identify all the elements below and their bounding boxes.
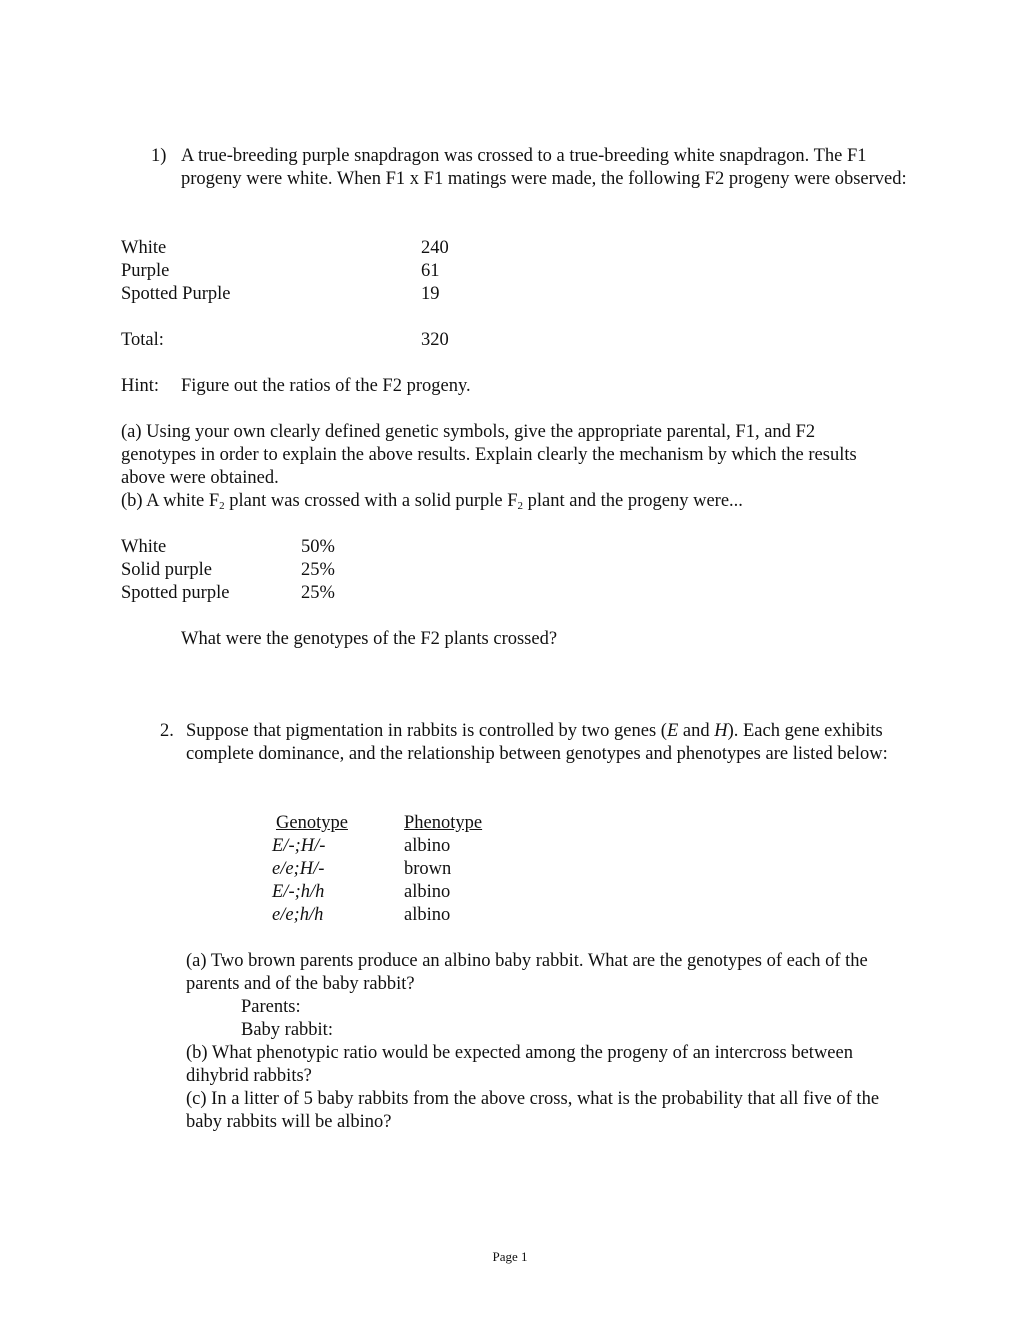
genotype-cell: e/e;H/- (272, 859, 325, 879)
cross-label-solid-purple: Solid purple (121, 560, 212, 580)
q2-part-c: (c) In a litter of 5 baby rabbits from the above cross, what is the probability that all five of the baby rabbits will be albino? (186, 1089, 880, 1132)
hint-text: Figure out the ratios of the F2 progeny. (181, 376, 471, 396)
phenotype-cell: brown (404, 859, 452, 879)
phenotype-cell: albino (404, 882, 451, 902)
cross-value-solid-purple: 25% (301, 560, 335, 580)
q2-number: 2. (160, 721, 174, 741)
cross-value-spotted-purple: 25% (301, 583, 335, 603)
parents-label: Parents: (241, 997, 301, 1017)
baby-rabbit-label: Baby rabbit: (241, 1020, 333, 1040)
cross-label-white: White (121, 537, 167, 557)
f2-value-white: 240 (421, 238, 449, 258)
phenotype-cell: albino (404, 836, 451, 856)
q2-part-b: (b) What phenotypic ratio would be expected among the progeny of an intercross between dihybrid rabbits? (186, 1043, 853, 1086)
genotype-cell: e/e;h/h (272, 905, 324, 925)
page-number: Page 1 (492, 1249, 528, 1264)
q1-part-a: (a) Using your own clearly defined genetic symbols, give the appropriate parental, F1, and F2 genotypes in order to explain the above results. Explain clearly the mechanism by which the results above were obtained. (121, 422, 857, 488)
f2-label-purple: Purple (121, 261, 170, 281)
f2-value-purple: 61 (421, 261, 440, 281)
q1-intro: A true-breeding purple snapdragon was crossed to a true-breeding white snapdragon. The F1 progeny were white. When F1 x F1 matings were made, the following F2 progeny were observed: (181, 146, 907, 189)
q2-intro: Suppose that pigmentation in rabbits is controlled by two genes (E and H). Each gene exhibits complete dominance, and the relationship between genotypes and phenotypes are listed below: (186, 721, 888, 764)
f2-total-label: Total: (121, 330, 164, 350)
f2-total-value: 320 (421, 330, 449, 350)
q1-question: What were the genotypes of the F2 plants crossed? (181, 629, 558, 649)
genotype-cell: E/-;H/- (272, 836, 326, 856)
f2-value-spotted-purple: 19 (421, 284, 440, 304)
q1-part-b: (b) A white $F_2$ plant was crossed with a solid purple $F_2$ plant and the progeny were... (121, 491, 743, 512)
phenotype-header: Phenotype (404, 813, 483, 833)
q2-part-a: (a) Two brown parents produce an albino baby rabbit. What are the genotypes of each of the parents and of the baby rabbit? (186, 951, 868, 994)
q1-number: 1) (151, 146, 167, 166)
hint-label: Hint: (121, 376, 160, 396)
cross-value-white: 50% (301, 537, 335, 557)
f2-label-white: White (121, 238, 167, 258)
f2-label-spotted-purple: Spotted Purple (121, 284, 231, 304)
genotype-cell: E/-;h/h (272, 882, 325, 902)
phenotype-cell: albino (404, 905, 451, 925)
genotype-header: Genotype (276, 813, 348, 833)
cross-label-spotted-purple: Spotted purple (121, 583, 230, 603)
